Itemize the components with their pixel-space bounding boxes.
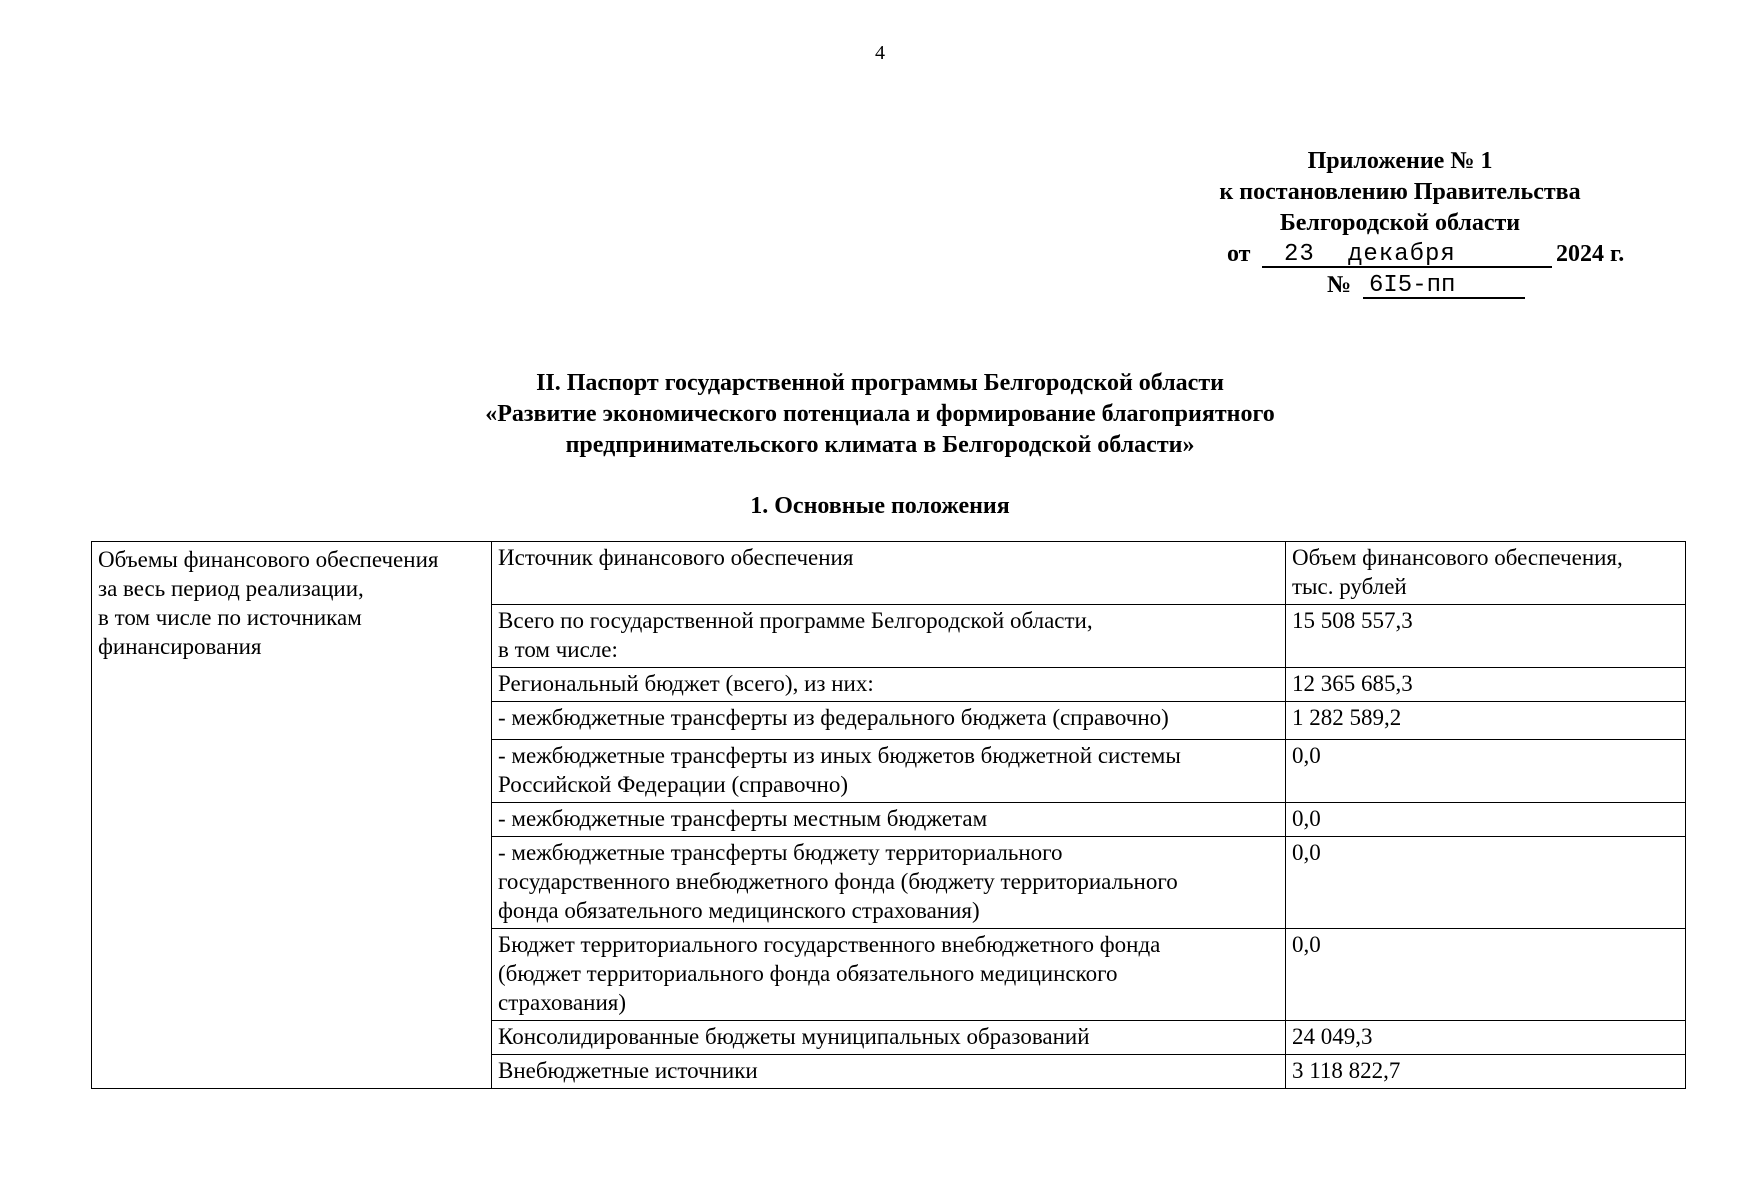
value-cell: [1286, 929, 1686, 1021]
header-source-text: Источник финансового обеспечения: [498, 545, 854, 570]
value-text: 0,0: [1292, 743, 1321, 768]
source-cell: [492, 803, 1286, 837]
financing-table: [91, 541, 1686, 1089]
value-cell: [1286, 1055, 1686, 1089]
document-number: 6I5-пп: [1369, 272, 1456, 299]
source-cell: [492, 929, 1286, 1021]
value-cell: [1286, 1021, 1686, 1055]
source-text-line: - межбюджетные трансферты местным бюджетам: [498, 806, 988, 831]
date-year: 2024 г.: [1556, 241, 1625, 267]
section-title: 1. Основные положения: [750, 493, 1010, 519]
source-cell: [492, 1021, 1286, 1055]
appendix-date-row: [1160, 239, 1640, 270]
title-line-3: предпринимательского климата в Белгородской области»: [565, 432, 1195, 458]
value-text: 0,0: [1292, 932, 1321, 957]
value-text: 15 508 557,3: [1292, 608, 1413, 633]
left-cell-line: в том числе по источникам: [98, 605, 362, 630]
table-header-row: [92, 542, 1686, 605]
document-title: [0, 368, 1760, 461]
header-volume-text: Объем финансового обеспечения,: [1292, 545, 1623, 570]
value-cell: [1286, 702, 1686, 740]
source-text-line: государственного внебюджетного фонда (бюджету территориального: [498, 869, 1178, 894]
left-cell-line: финансирования: [98, 634, 262, 659]
left-cell-line: за весь период реализации,: [98, 576, 364, 601]
financing-volume-label-cell: [92, 542, 492, 1089]
title-line-1: II. Паспорт государственной программы Белгородской области: [536, 370, 1224, 396]
source-cell: [492, 740, 1286, 803]
source-cell: [492, 702, 1286, 740]
date-month: декабря: [1348, 241, 1456, 268]
date-day: 23: [1284, 241, 1315, 268]
value-cell: [1286, 740, 1686, 803]
value-cell: [1286, 803, 1686, 837]
source-cell: [492, 668, 1286, 702]
appendix-region-line: Белгородской области: [1279, 210, 1521, 236]
header-volume-cell: [1286, 542, 1686, 605]
value-text: 24 049,3: [1292, 1024, 1373, 1049]
header-volume-unit: тыс. рублей: [1292, 574, 1407, 599]
source-cell: [492, 837, 1286, 929]
source-cell: [492, 1055, 1286, 1089]
value-text: 1 282 589,2: [1292, 705, 1402, 730]
page-number: 4: [875, 42, 885, 64]
source-text-line: - межбюджетные трансферты бюджету территориального: [498, 840, 1063, 865]
date-from-label: от: [1227, 241, 1251, 267]
header-source-cell: [492, 542, 1286, 605]
appendix-number-row: [1160, 270, 1640, 301]
value-cell: [1286, 605, 1686, 668]
left-cell-line: Объемы финансового обеспечения: [98, 547, 439, 572]
value-text: 12 365 685,3: [1292, 671, 1413, 696]
appendix-resolution-line: к постановлению Правительства: [1219, 179, 1581, 205]
number-label: №: [1327, 272, 1352, 298]
source-text-line: Региональный бюджет (всего), из них:: [498, 671, 874, 696]
source-text-line: Бюджет территориального государственного внебюджетного фонда: [498, 932, 1161, 957]
value-cell: [1286, 837, 1686, 929]
appendix-block: [1160, 146, 1640, 301]
value-text: 3 118 822,7: [1292, 1058, 1401, 1083]
source-cell: [492, 605, 1286, 668]
source-text-line: - межбюджетные трансферты из федерального бюджета (справочно): [498, 705, 1169, 730]
source-text-line: Консолидированные бюджеты муниципальных образований: [498, 1024, 1090, 1049]
value-text: 0,0: [1292, 840, 1321, 865]
source-text-line: Внебюджетные источники: [498, 1058, 758, 1083]
source-text-line: фонда обязательного медицинского страхования): [498, 898, 980, 923]
source-text-line: страхования): [498, 990, 626, 1015]
source-text-line: Российской Федерации (справочно): [498, 772, 848, 797]
source-text-line: в том числе:: [498, 637, 618, 662]
value-cell: [1286, 668, 1686, 702]
appendix-title: Приложение № 1: [1307, 148, 1493, 174]
value-text: 0,0: [1292, 806, 1321, 831]
source-text-line: (бюджет территориального фонда обязательного медицинского: [498, 961, 1118, 986]
title-line-2: «Развитие экономического потенциала и формирование благоприятного: [485, 401, 1275, 427]
source-text-line: Всего по государственной программе Белгородской области,: [498, 608, 1093, 633]
source-text-line: - межбюджетные трансферты из иных бюджетов бюджетной системы: [498, 743, 1181, 768]
